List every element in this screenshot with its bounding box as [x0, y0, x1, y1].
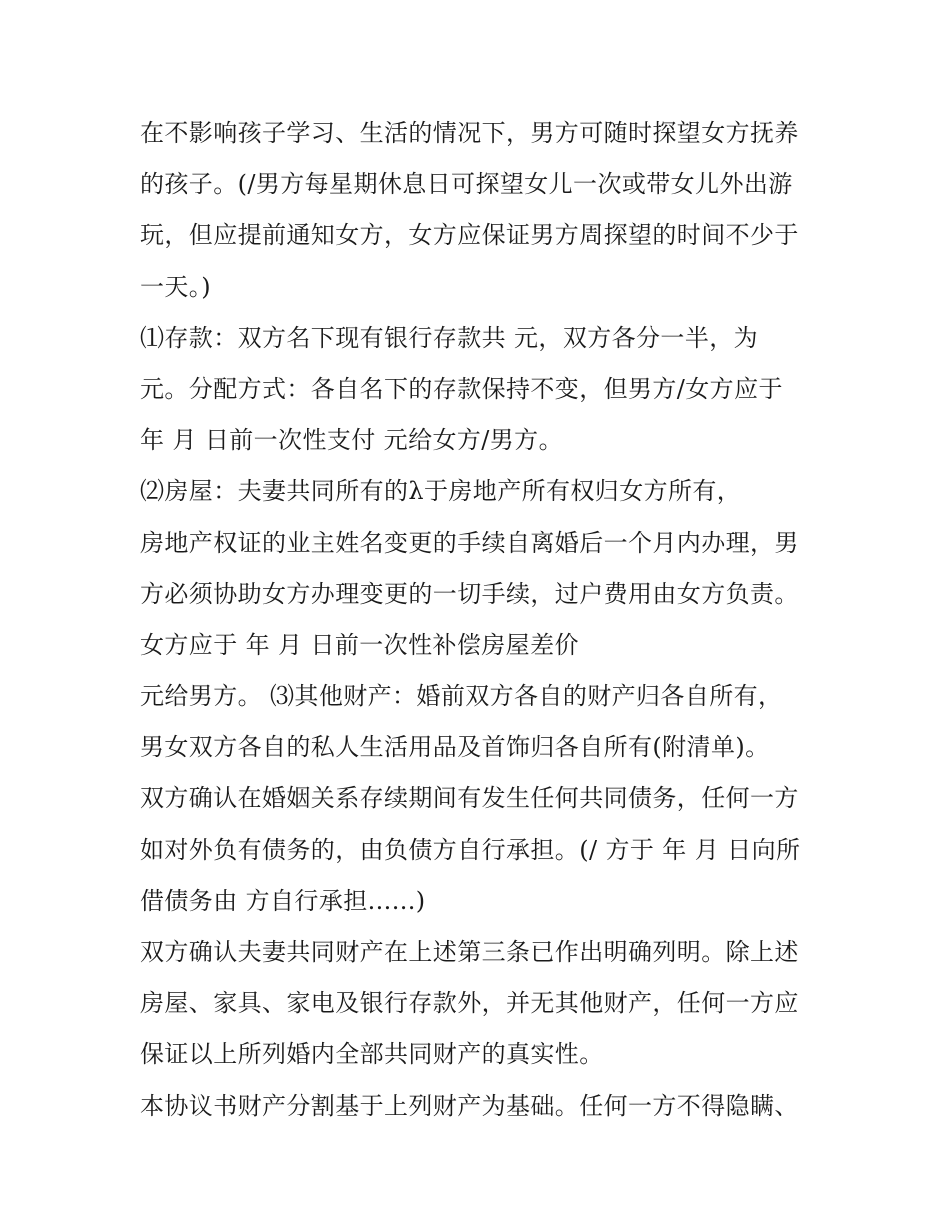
text-line: 方必须协助女方办理变更的一切手续，过户费用由女方负责。	[140, 579, 799, 608]
text-line: 借债务由 方自行承担......)	[140, 886, 426, 915]
text-line: 双方确认在婚姻关系存续期间有发生任何共同债务，任何一方	[140, 784, 799, 813]
text-line: 女方应于 年 月 日前一次性补偿房屋差价	[140, 630, 579, 659]
text-line: 双方确认夫妻共同财产在上述第三条已作出明确列明。除上述	[140, 938, 799, 966]
text-line: 如对外负有债务的，由负债方自行承担。(/ 方于 年 月 日向所	[140, 835, 801, 864]
text-line: ⑴存款：双方名下现有银行存款共 元，双方各分一半，为	[140, 323, 759, 352]
text-line: 的孩子。(/男方每星期休息日可探望女儿一次或带女儿外出游	[140, 170, 793, 199]
text-line: 一天。)	[140, 272, 211, 301]
text-line: 元。分配方式：各自名下的存款保持不变，但男方/女方应于	[140, 374, 783, 403]
text-line: 房屋、家具、家电及银行存款外，并无其他财产，任何一方应	[140, 989, 799, 1018]
text-line: 在不影响孩子学习、生活的情况下，男方可随时探望女方抚养	[140, 119, 799, 147]
text-line: 男女双方各自的私人生活用品及首饰归各自所有(附清单)。	[140, 733, 770, 762]
text-line: 年 月 日前一次性支付 元给女方/男方。	[140, 426, 563, 455]
text-line: 本协议书财产分割基于上列财产为基础。任何一方不得隐瞒、	[140, 1091, 799, 1120]
text-line: 保证以上所列婚内全部共同财产的真实性。	[140, 1040, 604, 1069]
text-line: ⑵房屋：夫妻共同所有的λ于房地产所有权归女方所有，	[140, 477, 742, 506]
text-line: 玩，但应提前通知女方，女方应保证男方周探望的时间不少于	[140, 221, 799, 250]
document-body	[140, 108, 830, 1132]
text-line: 房地产权证的业主姓名变更的手续自离婚后一个月内办理，男	[140, 528, 799, 557]
text-line: 元给男方。 ⑶其他财产：婚前双方各自的财产归各自所有，	[140, 682, 783, 711]
